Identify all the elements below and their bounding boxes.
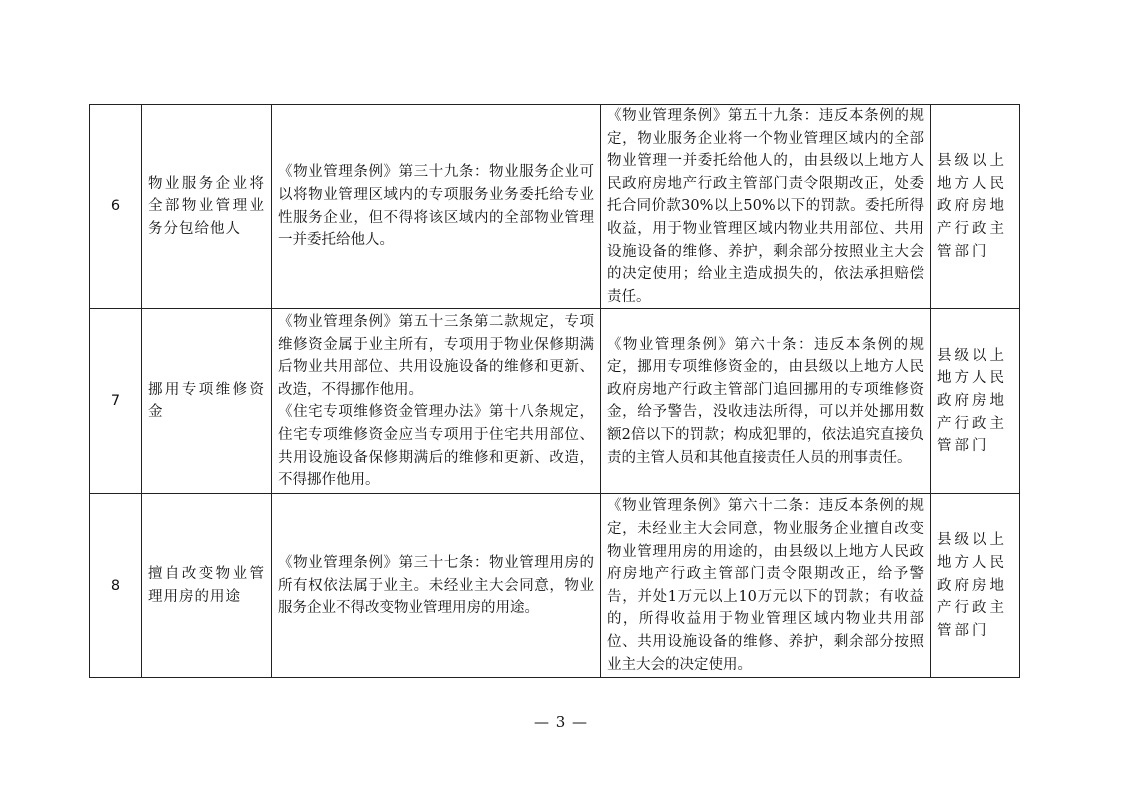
table-row (90, 105, 1020, 309)
legal-basis-paragraph: 《物业管理条例》第三十九条：物业服务企业可以将物业管理区域内的专项服务业务委托给专业性服务企业，但不得将该区域内的全部物业管理一并委托给他人。 (278, 164, 594, 249)
enforcement-department: 县级以上地方人民政府房地产行政主管部门 (931, 494, 1020, 678)
violation-item: 挪用专项维修资金 (142, 309, 272, 494)
legal-basis (272, 309, 601, 494)
table-row (90, 494, 1020, 678)
legal-basis-paragraph: 《住宅专项维修资金管理办法》第十八条规定，住宅专项维修资金应当专项用于住宅共用部位、共用设施设备保修期满后的维修和更新、改造，不得挪作他用。 (278, 404, 594, 489)
penalty-provision: 《物业管理条例》第六十条：违反本条例的规定，挪用专项维修资金的，由县级以上地方人民政府房地产行政主管部门追回挪用的专项维修资金，给予警告，没收违法所得，可以并处挪用数额2倍以下的罚款；构成犯罪的，依法追究直接负责的主管人员和其他直接责任人员的刑事责任。 (601, 309, 931, 494)
violation-item: 擅自改变物业管理用房的用途 (142, 494, 272, 678)
enforcement-department: 县级以上地方人民政府房地产行政主管部门 (931, 309, 1020, 494)
row-number: 7 (90, 309, 142, 494)
legal-basis (272, 494, 601, 678)
penalty-provision: 《物业管理条例》第五十九条：违反本条例的规定，物业服务企业将一个物业管理区域内的全部物业管理一并委托给他人的，由县级以上地方人民政府房地产行政主管部门责令限期改正，处委托合同价款30%以上50%以下的罚款。委托所得收益，用于物业管理区域内物业共用部位、共用设施设备的维修、养护，剩余部分按照业主大会的决定使用；给业主造成损失的，依法承担赔偿责任。 (601, 105, 931, 309)
row-number: 8 (90, 494, 142, 678)
violation-item: 物业服务企业将全部物业管理业务分包给他人 (142, 105, 272, 309)
row-number: 6 (90, 105, 142, 309)
penalty-table (89, 104, 1020, 678)
legal-basis-paragraph: 《物业管理条例》第五十三条第二款规定，专项维修资金属于业主所有，专项用于物业保修期满后物业共用部位、共用设施设备的维修和更新、改造，不得挪作他用。 (278, 313, 594, 398)
enforcement-department: 县级以上地方人民政府房地产行政主管部门 (931, 105, 1020, 309)
legal-basis (272, 105, 601, 309)
table-row (90, 309, 1020, 494)
legal-basis-paragraph: 《物业管理条例》第三十七条：物业管理用房的所有权依法属于业主。未经业主大会同意，物业服务企业不得改变物业管理用房的用途。 (278, 554, 594, 617)
page-number: — 3 — (533, 713, 589, 731)
penalty-provision: 《物业管理条例》第六十二条：违反本条例的规定，未经业主大会同意，物业服务企业擅自改变物业管理用房的用途的，由县级以上地方人民政府房地产行政主管部门责令限期改正，给予警告，并处1万元以上10万元以下的罚款；有收益的，所得收益用于物业管理区域内物业共用部位、共用设施设备的维修、养护，剩余部分按照业主大会的决定使用。 (601, 494, 931, 678)
